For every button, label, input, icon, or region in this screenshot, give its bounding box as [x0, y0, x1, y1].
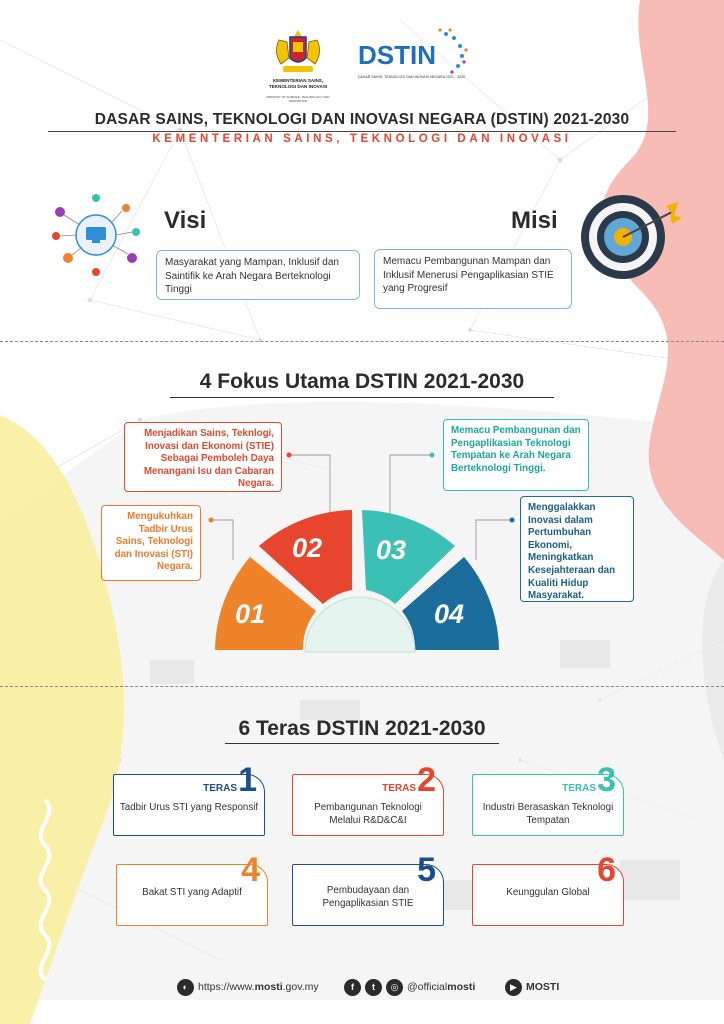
teras-text: Industri Berasaskan Teknologi Tempatan: [482, 802, 614, 826]
footer-url-prefix: https://www.: [198, 981, 255, 993]
teras-card-6: [472, 851, 624, 926]
footer-social[interactable]: [344, 977, 475, 997]
teras-card-3: [472, 761, 624, 836]
footer-url-suffix: .gov.my: [282, 981, 319, 993]
page-subtitle: KEMENTERIAN SAINS, TEKNOLOGI DAN INOVASI: [152, 133, 572, 145]
teras-number: 5: [417, 851, 436, 889]
fokus-box-04: Menggalakkan Inovasi dalam Pertumbuhan Ekonomi, Meningkatkan Kesejahteraan dan Kualiti Hidup Masyarakat.: [520, 496, 634, 602]
fokus-num-03: 03: [376, 535, 407, 565]
teras-card-5: [292, 851, 444, 926]
section-divider-2: [0, 686, 724, 687]
teras-label: TERAS: [562, 783, 596, 794]
visi-box: Masyarakat yang Mampan, Inklusif dan Saintifik ke Arah Negara Berteknologi Tinggi: [156, 250, 360, 300]
youtube-icon[interactable]: ▶: [505, 979, 522, 996]
target-icon: [574, 192, 684, 284]
teras-text: Keunggulan Global: [506, 887, 590, 898]
dstin-logo-subtext: DASAR SAINS, TEKNOLOGI DAN INOVASI NEGARA 2021 - 2030: [358, 75, 466, 79]
fokus-title-underline: [170, 397, 554, 398]
crest-sublabel: MINISTRY OF SCIENCE, TECHNOLOGY AND INNOVATION: [266, 95, 330, 103]
teras-number: 1: [238, 761, 257, 799]
teras-label: TERAS: [382, 783, 416, 794]
page-title: DASAR SAINS, TEKNOLOGI DAN INOVASI NEGARA (DSTIN) 2021-2030: [94, 111, 630, 128]
dstin-logo: [354, 24, 474, 84]
fokus-box-01: Mengukuhkan Tadbir Urus Sains, Teknologi dan Inovasi (STI) Negara.: [101, 505, 201, 581]
fokus-num-01: 01: [235, 599, 266, 629]
malaysia-crest-logo: [271, 28, 325, 78]
footer-youtube[interactable]: [505, 977, 559, 997]
twitter-icon[interactable]: t: [365, 979, 382, 996]
footer-handle-bold: mosti: [447, 981, 476, 993]
fokus-num-02: 02: [292, 533, 323, 563]
teras-number: 2: [417, 761, 436, 799]
teras-text: Pembudayaan dan Pengaplikasian STIE: [322, 885, 414, 909]
footer-website[interactable]: [177, 977, 319, 997]
dstin-logo-text: DSTIN: [358, 40, 436, 70]
misi-title: Misi: [511, 207, 558, 234]
section-divider-1: [0, 341, 724, 342]
facebook-icon[interactable]: f: [344, 979, 361, 996]
teras-title-underline: [225, 743, 499, 744]
teras-card-1: [113, 761, 265, 836]
fokus-section-title: 4 Fokus Utama DSTIN 2021-2030: [199, 370, 525, 393]
teras-card-2: [292, 761, 444, 836]
teras-section-title: 6 Teras DSTIN 2021-2030: [238, 717, 486, 740]
teras-text: Pembangunan Teknologi Melalui R&D&C&I: [314, 802, 422, 826]
teras-text: Bakat STI yang Adaptif: [142, 887, 242, 898]
misi-box: Memacu Pembangunan Mampan dan Inklusif Menerusi Pengaplikasian STIE yang Progresif: [374, 249, 572, 309]
fokus-num-04: 04: [434, 599, 465, 629]
teras-number: 3: [597, 761, 616, 799]
teras-label: TERAS: [203, 783, 237, 794]
globe-icon: ◐: [177, 979, 194, 996]
footer-handle-prefix: @official: [407, 981, 448, 993]
technology-icons-illustration: [48, 192, 144, 278]
teras-number: 4: [241, 851, 260, 889]
fokus-box-02: Menjadikan Sains, Teknlogi, Inovasi dan Ekonomi (STIE) Sebagai Pemboleh Daya Menangani Isu dan Cabaran Negara.: [124, 422, 282, 492]
teras-card-4: [116, 851, 268, 926]
crest-label: KEMENTERIAN SAINS, TEKNOLOGI DAN INOVASI: [268, 78, 328, 89]
teras-text: Tadbir Urus STI yang Responsif: [119, 802, 259, 813]
fokus-box-03: Memacu Pembangunan dan Pengaplikasian Teknologi Tempatan ke Arah Negara Berteknologi Tinggi.: [443, 419, 589, 491]
instagram-icon[interactable]: ◎: [386, 979, 403, 996]
footer-url-bold: mosti: [254, 981, 283, 993]
teras-number: 6: [597, 851, 616, 889]
visi-title: Visi: [164, 207, 207, 234]
title-divider: [48, 131, 676, 132]
footer-youtube-label: MOSTI: [526, 981, 560, 993]
